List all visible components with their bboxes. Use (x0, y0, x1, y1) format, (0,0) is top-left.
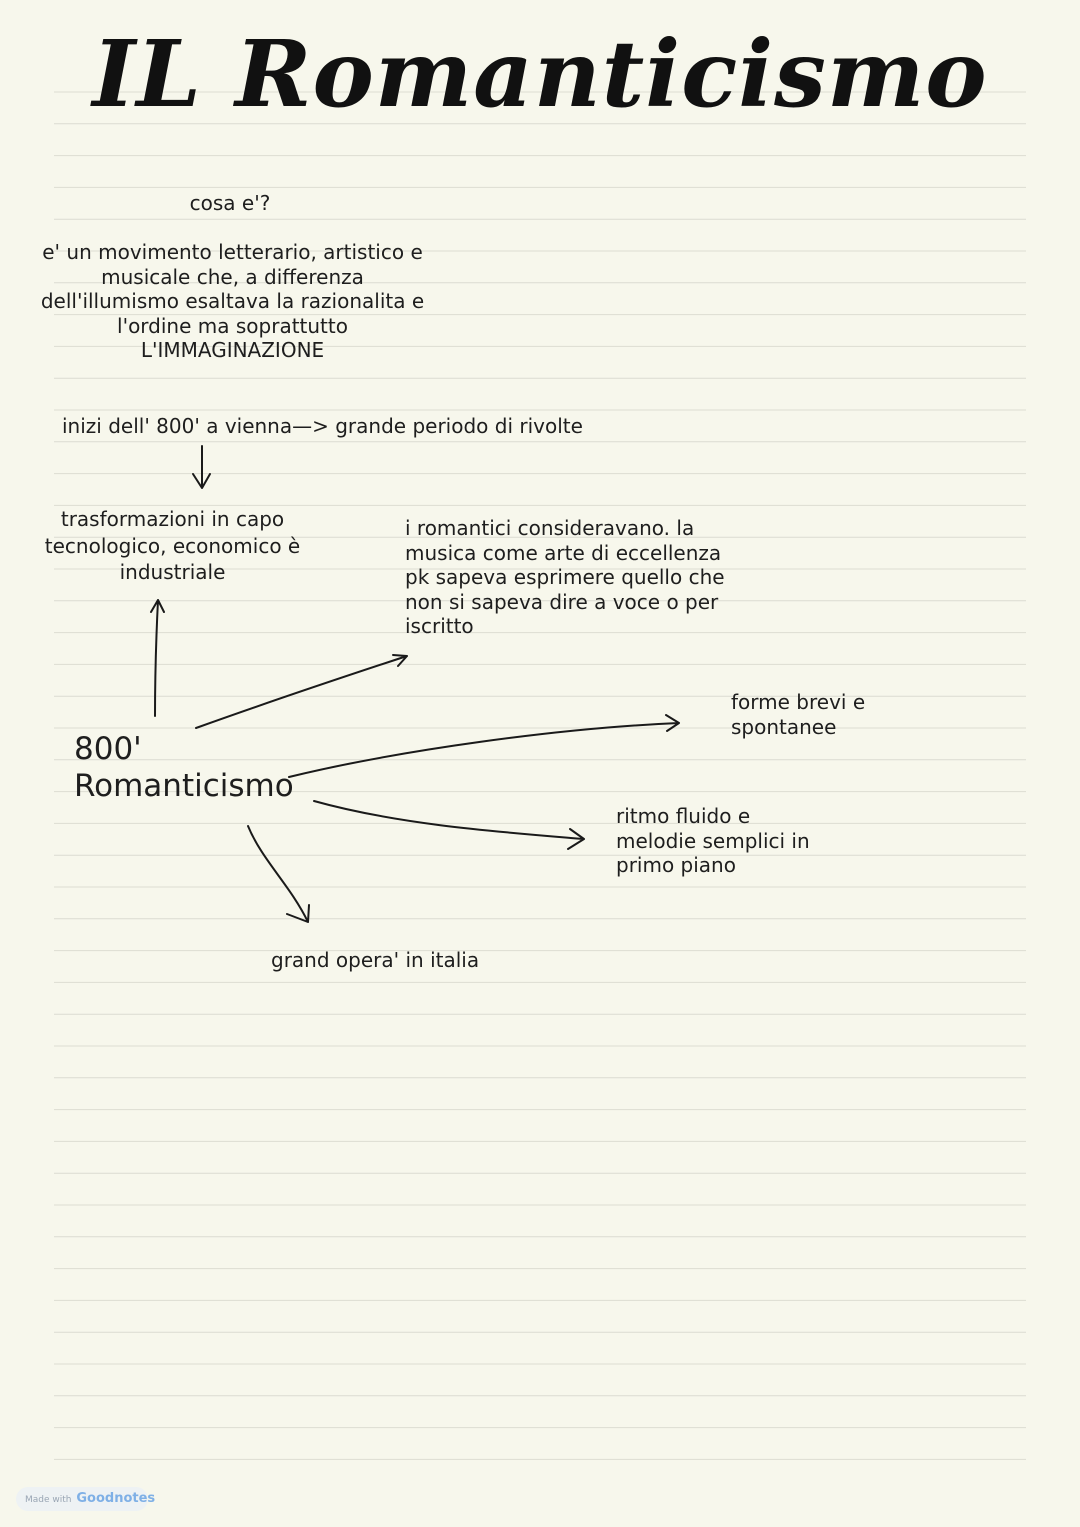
arrow-to-transformations (151, 600, 164, 716)
arrow-to-opera (248, 826, 309, 922)
forms-text: forme brevi e spontanee (731, 690, 866, 739)
page-title: IL Romanticismo (92, 20, 988, 128)
goodnotes-logo: Goodnotes (76, 1491, 156, 1506)
origin-text: inizi dell' 800' a vienna—> grande periodo di rivolte (62, 414, 583, 438)
arrow-to-forms (289, 715, 679, 777)
down-arrow (193, 446, 210, 488)
romantic-music-text: i romantici consideravano. la musica come arte di eccellenza pk sapeva esprimere quello che non si sapeva dire a voce o per iscritto (405, 516, 725, 638)
arrow-to-rhythm (314, 801, 584, 849)
transformations-text: trasformazioni in capo tecnologico, economico è industriale (44, 507, 301, 584)
opera-text: grand opera' in italia (271, 948, 480, 972)
goodnotes-badge (16, 1487, 156, 1511)
definition-text: e' un movimento letterario, artistico e musicale che, a differenza dell'illumismo esaltava la razionalita e l'ordine ma soprattutto L'IMMAGINAZIONE (40, 240, 425, 362)
arrow-to-romantic-music (196, 655, 407, 728)
made-with-label: Made with (25, 1495, 72, 1505)
question-heading: cosa e'? (189, 191, 271, 215)
rhythm-text: ritmo fluido e melodie semplici in primo piano (616, 804, 810, 877)
central-node: 800' Romanticismo (74, 731, 294, 804)
